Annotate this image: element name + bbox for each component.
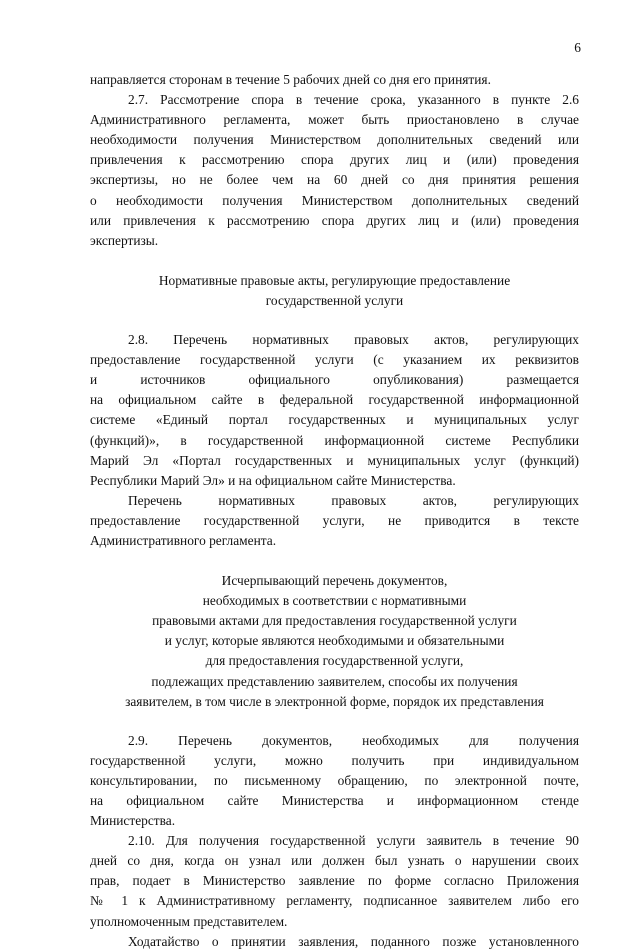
text-line: № 1 к Административному регламенту, подписанное заявителем либо его — [90, 893, 579, 909]
section-spacer — [90, 712, 579, 731]
text-line: уполномоченным представителем. — [90, 913, 288, 929]
text-line: 2.10. Для получения государственной услуги заявитель в течение 90 — [128, 833, 579, 849]
text-line: государственной услуги, можно получить при индивидуальном — [90, 752, 579, 768]
text-line: консультировании, по письменному обращению, по электронной почте, — [90, 772, 579, 788]
text-line: и источников официального опубликования) размещается — [90, 372, 579, 388]
text-line: Административного регламента, может быть приостановлено в случае — [90, 112, 579, 128]
text-line: на официальном сайте Министерства и информационном стенде — [90, 793, 579, 808]
section-spacer — [90, 551, 579, 571]
page-number: 6 — [574, 40, 581, 55]
heading-line: необходимых в соответствии с нормативными — [202, 593, 467, 609]
paragraph — [90, 330, 579, 491]
text-line: или привлечения к рассмотрению спора других лиц и (или) проведения — [90, 212, 579, 228]
text-line: экспертизы, но не более чем на 60 дней со дня принятия решения — [90, 172, 579, 188]
text-line: предоставление государственной услуги, не приводится в тексте — [90, 512, 579, 528]
text-line: Ходатайство о принятии заявления, поданного позже установленного — [128, 933, 579, 949]
text-line: Республики Марий Эл» и на официальном сайте Министерства. — [90, 472, 456, 488]
heading-line: подлежащих представлению заявителем, способы их получения — [151, 673, 518, 689]
text-line: предоставление государственной услуги (с указанием их реквизитов — [90, 352, 579, 368]
text-line: системе «Единый портал государственных и муниципальных услуг — [90, 412, 579, 428]
section-spacer — [90, 251, 579, 271]
heading-line: государственной услуги — [265, 292, 404, 308]
paragraph — [90, 831, 579, 931]
text-line: (функций)», в государственной информационной системе Республики — [90, 432, 579, 448]
paragraph — [90, 90, 579, 251]
text-line: на официальном сайте в федеральной государственной информационной — [90, 392, 579, 408]
paragraph — [90, 491, 579, 551]
heading-line: для предоставления государственной услуги, — [205, 653, 464, 669]
heading-line: Нормативные правовые акты, регулирующие предоставление — [158, 272, 511, 288]
text-line: Административного регламента. — [90, 532, 277, 548]
text-line: Министерства. — [90, 813, 176, 829]
text-line: Перечень нормативных правовых актов, регулирующих — [128, 492, 579, 508]
text-line: Марий Эл «Портал государственных и муниципальных услуг (функций) — [90, 452, 579, 468]
heading-line: Исчерпывающий перечень документов, — [221, 573, 448, 589]
text-line: необходимости получения Министерством дополнительных сведений или — [90, 132, 579, 148]
section-heading — [90, 271, 579, 311]
text-line: 2.9. Перечень документов, необходимых для получения — [128, 732, 579, 748]
paragraph — [90, 731, 579, 831]
section-heading — [90, 571, 579, 712]
text-line: 2.7. Рассмотрение спора в течение срока, указанного в пункте 2.6 — [128, 92, 579, 108]
text-line: прав, подает в Министерство заявление по форме согласно Приложения — [90, 873, 579, 889]
section-spacer — [90, 311, 579, 330]
text-line: 2.8. Перечень нормативных правовых актов, регулирующих — [128, 332, 579, 348]
paragraph — [90, 70, 579, 90]
text-line: дней со дня, когда он узнал или должен был узнать о нарушении своих — [90, 853, 579, 869]
heading-line: заявителем, в том числе в электронной форме, порядок их представления — [125, 693, 544, 709]
document-body — [90, 70, 579, 952]
text-line: о необходимости получения Министерством дополнительных сведений — [90, 192, 579, 208]
heading-line: и услуг, которые являются необходимыми и обязательными — [164, 633, 505, 649]
text-line: направляется сторонам в течение 5 рабочих дней со дня его принятия. — [90, 72, 491, 87]
paragraph — [90, 932, 579, 952]
heading-line: правовыми актами для предоставления государственной услуги — [152, 613, 517, 629]
text-line: привлечения к рассмотрению спора других лиц и (или) проведения — [90, 152, 579, 168]
text-line: экспертизы. — [90, 232, 159, 248]
